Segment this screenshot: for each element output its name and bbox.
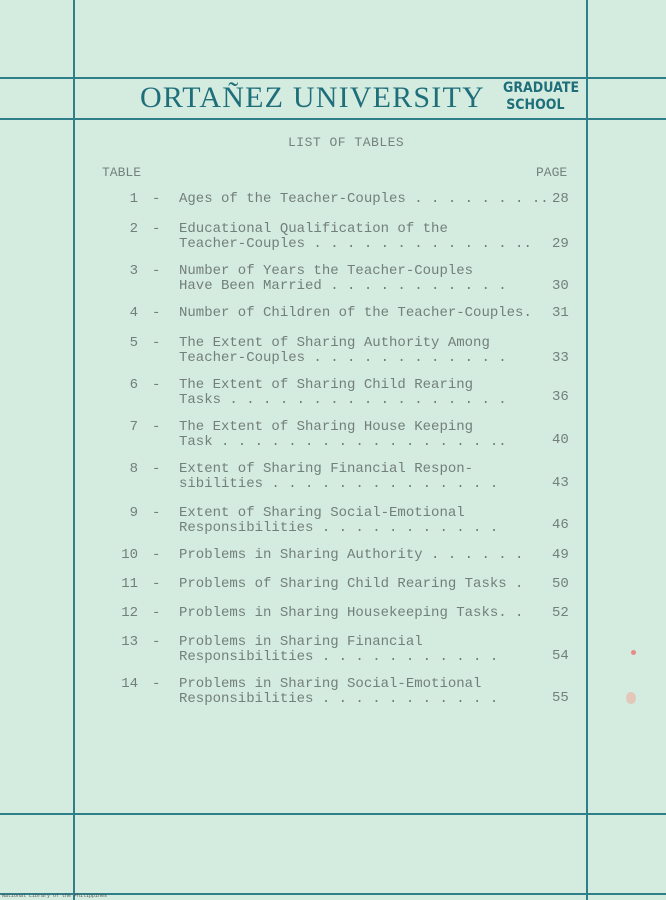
dash: - <box>152 419 161 435</box>
page-number: 40 <box>552 432 569 448</box>
entry-title <box>179 336 507 366</box>
header-top-rule <box>0 77 666 79</box>
dash: - <box>152 191 161 207</box>
dash: - <box>152 634 161 650</box>
page-number: 46 <box>552 517 569 533</box>
entry-title-line1: Problems in Sharing Housekeeping Tasks. . <box>179 605 524 621</box>
page-number: 54 <box>552 648 569 664</box>
entry-title-line1: Problems in Sharing Financial <box>179 634 423 650</box>
dash: - <box>152 305 161 321</box>
page-header <box>140 80 485 116</box>
entry-title-line2: sibilities . . . . . . . . . . . . . . <box>179 476 499 492</box>
page-number: 36 <box>552 389 569 405</box>
ink-stain <box>631 650 636 655</box>
entry-title-line2: Tasks . . . . . . . . . . . . . . . . . <box>179 392 507 408</box>
dash: - <box>152 676 161 692</box>
page-number: 31 <box>552 305 569 321</box>
header-bottom-rule <box>0 118 666 120</box>
school-label: SCHOOL <box>506 97 565 113</box>
entry-title <box>179 635 498 665</box>
table-number: 12 <box>121 605 138 621</box>
entry-title-line1: Ages of the Teacher-Couples . . . . . . . .. <box>179 191 549 207</box>
page-number: 52 <box>552 605 569 621</box>
entry-title-line1: Problems in Sharing Social-Emotional <box>179 676 482 692</box>
table-number: 6 <box>129 377 138 393</box>
table-number: 3 <box>129 263 138 279</box>
entry-title-line1: Problems of Sharing Child Rearing Tasks . <box>179 576 524 592</box>
ink-stain <box>626 692 636 704</box>
table-number: 14 <box>121 676 138 692</box>
page-number: 50 <box>552 576 569 592</box>
dash: - <box>152 377 161 393</box>
entry-title-line2: Responsibilities . . . . . . . . . . . <box>179 520 499 536</box>
table-number: 4 <box>129 305 138 321</box>
page-number: 49 <box>552 547 569 563</box>
university-name: ORTAÑEZ UNIVERSITY <box>140 81 485 114</box>
footer-scan-label: National Library of the Philippines <box>2 893 108 899</box>
entry-title <box>179 462 498 492</box>
entry-title-line2: Task . . . . . . . . . . . . . . . . .. <box>179 434 507 450</box>
dash: - <box>152 605 161 621</box>
entry-title-line1: Number of Children of the Teacher-Couples. <box>179 305 532 321</box>
dash: - <box>152 221 161 237</box>
entry-title-line2: Have Been Married . . . . . . . . . . . <box>179 278 507 294</box>
entry-title <box>179 306 532 321</box>
table-number: 13 <box>121 634 138 650</box>
list-title: LIST OF TABLES <box>288 135 405 150</box>
entry-title-line1: The Extent of Sharing Child Rearing <box>179 377 474 393</box>
table-number: 8 <box>129 461 138 477</box>
dash: - <box>152 263 161 279</box>
entry-title-line2: Teacher-Couples . . . . . . . . . . . . .. <box>179 236 532 252</box>
table-number: 1 <box>129 191 138 207</box>
dash: - <box>152 335 161 351</box>
entry-title <box>179 577 523 592</box>
entry-title-line1: Problems in Sharing Authority . . . . . . <box>179 547 524 563</box>
dash: - <box>152 505 161 521</box>
entry-title <box>179 677 498 707</box>
right-margin-rule <box>586 0 588 900</box>
page-number: 30 <box>552 278 569 294</box>
entry-title <box>179 420 507 450</box>
entry-title-line1: Extent of Sharing Financial Respon- <box>179 461 474 477</box>
table-number: 7 <box>129 419 138 435</box>
page-number: 33 <box>552 350 569 366</box>
entry-title-line1: Number of Years the Teacher-Couples <box>179 263 474 279</box>
left-margin-rule <box>73 0 75 900</box>
entry-title <box>179 264 507 294</box>
table-number: 9 <box>129 505 138 521</box>
entry-title <box>179 506 498 536</box>
graduate-school-label <box>503 80 580 114</box>
table-number: 10 <box>121 547 138 563</box>
page-number: 29 <box>552 236 569 252</box>
entry-title <box>179 378 507 408</box>
entry-title-line2: Responsibilities . . . . . . . . . . . <box>179 649 499 665</box>
entry-title <box>179 606 523 621</box>
table-column-header: TABLE <box>102 165 142 180</box>
table-number: 5 <box>129 335 138 351</box>
page-number: 55 <box>552 690 569 706</box>
graduate-label: GRADUATE <box>503 80 580 96</box>
entry-title-line2: Responsibilities . . . . . . . . . . . <box>179 691 499 707</box>
page-number: 28 <box>552 191 569 207</box>
entry-title-line1: Educational Qualification of the <box>179 221 448 237</box>
page-number: 43 <box>552 475 569 491</box>
entry-title <box>179 192 549 207</box>
table-number: 2 <box>129 221 138 237</box>
entry-title <box>179 222 532 252</box>
entry-title-line1: The Extent of Sharing House Keeping <box>179 419 474 435</box>
dash: - <box>152 461 161 477</box>
entry-title-line2: Teacher-Couples . . . . . . . . . . . . <box>179 350 507 366</box>
entry-title-line1: Extent of Sharing Social-Emotional <box>179 505 465 521</box>
dash: - <box>152 547 161 563</box>
footer-top-rule <box>0 813 666 815</box>
entry-title-line1: The Extent of Sharing Authority Among <box>179 335 490 351</box>
entry-title <box>179 548 523 563</box>
table-number: 11 <box>121 576 138 592</box>
page-column-header: PAGE <box>536 165 568 180</box>
dash: - <box>152 576 161 592</box>
